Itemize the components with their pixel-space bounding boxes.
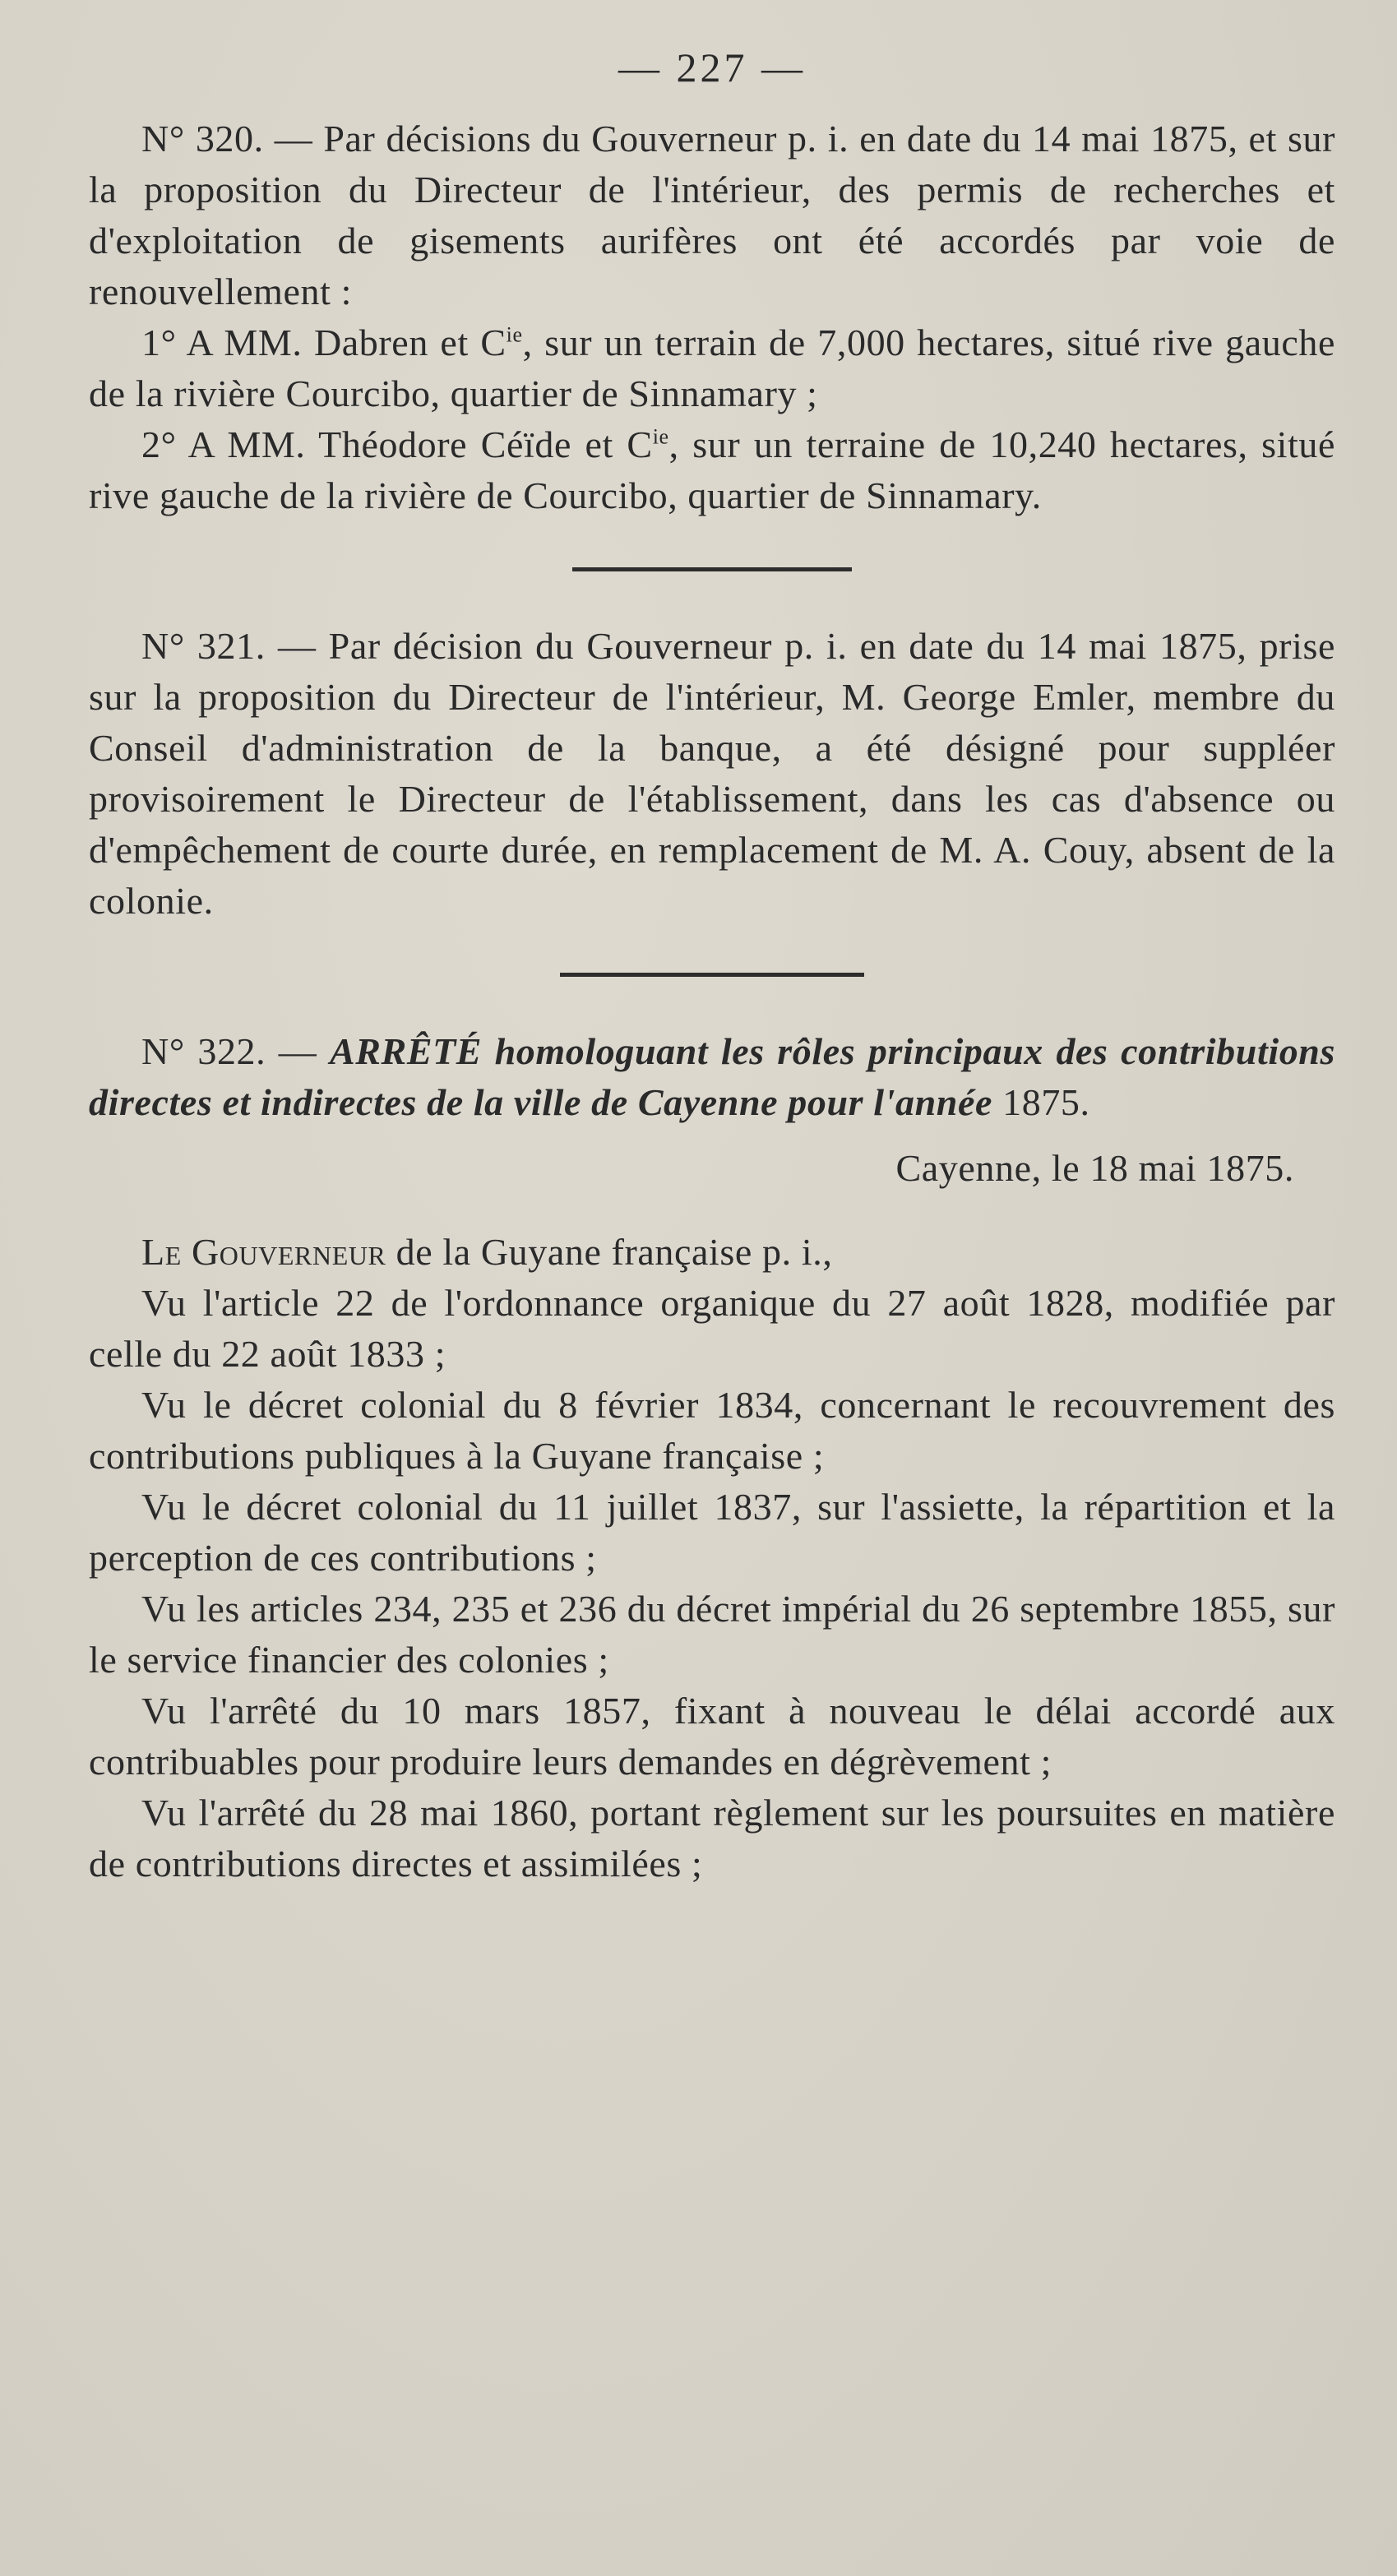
entry-320-item-1-text-b: , sur un terrain de 7,000 hectares, situé rive gauche de la rivière Courcibo, quartier de Sinnamary ;: [89, 321, 1336, 414]
entry-322-governor: [89, 1227, 1335, 1278]
entry-320: [89, 113, 1335, 521]
entry-322-date-line: Cayenne, le 18 mai 1875.: [895, 1147, 1294, 1189]
entry-321: [89, 621, 1335, 927]
entry-322-number: N° 322. —: [141, 1030, 330, 1072]
entry-320-item-1: [89, 317, 1335, 419]
section-divider: [560, 973, 864, 977]
entry-320-intro: N° 320. — Par décisions du Gouverneur p. i. en date du 14 mai 1875, et sur la proposition du Directeur de l'intérieur, des permis de recherches et d'exploitation de gisements aurifères ont été accordés par voie de renouvellement :: [89, 118, 1335, 312]
entry-322-governor-rest: de la Guyane française p. i.,: [386, 1231, 833, 1273]
entry-320-item-1-text-a: 1° A MM. Dabren et C: [141, 321, 507, 363]
section-divider: [572, 567, 852, 571]
considerant: Vu le décret colonial du 8 février 1834, concernant le recouvrement des contributions publiques à la Guyane française ;: [89, 1384, 1335, 1477]
entry-322-heading: [89, 1026, 1335, 1128]
entry-322-governor-caps: Le Gouverneur: [141, 1231, 386, 1273]
entry-320-item-2-text-b: , sur un terraine de 10,240 hectares, situé rive gauche de la rivière de Courcibo, quartier de Sinnamary.: [89, 423, 1335, 516]
entry-322: [89, 1026, 1335, 1889]
entry-322-title-rest: homologuant les rôles principaux des contributions directes et indirectes de la ville de Cayenne pour l'année: [89, 1030, 1335, 1123]
considerant: Vu l'arrêté du 10 mars 1857, fixant à nouveau le délai accordé aux contribuables pour produire leurs demandes en dégrèvement ;: [89, 1690, 1335, 1783]
considerant: Vu les articles 234, 235 et 236 du décret impérial du 26 septembre 1855, sur le service financier des colonies ;: [89, 1588, 1335, 1681]
entry-320-item-2-sup: ie: [652, 424, 669, 449]
entry-321-text: N° 321. — Par décision du Gouverneur p. i. en date du 14 mai 1875, prise sur la proposition du Directeur de l'intérieur, M. George Emler, membre du Conseil d'administration de la banque, a été désigné pour suppléer provisoirement le Directeur de l'établissement, dans les cas d'absence ou d'empêchement de courte durée, en remplacement de M. A. Couy, absent de la colonie.: [89, 625, 1335, 922]
considerant: Vu le décret colonial du 11 juillet 1837, sur l'assiette, la répartition et la perception de ces contributions ;: [89, 1486, 1335, 1579]
entry-322-title-year: 1875.: [1002, 1081, 1090, 1123]
entry-320-item-1-sup: ie: [506, 322, 523, 347]
entry-320-item-2-text-a: 2° A MM. Théodore Céïde et C: [141, 423, 653, 465]
entry-322-title-bold: ARRÊTÉ: [329, 1030, 483, 1072]
document-page: [89, 43, 1335, 1889]
considerant: Vu l'arrêté du 28 mai 1860, portant règlement sur les poursuites en matière de contributions directes et assimilées ;: [89, 1792, 1335, 1885]
entry-320-item-2: [89, 419, 1335, 521]
page-number: — 227 —: [618, 44, 806, 90]
considerant: Vu l'article 22 de l'ordonnance organique du 27 août 1828, modifiée par celle du 22 août 1833 ;: [89, 1282, 1335, 1375]
